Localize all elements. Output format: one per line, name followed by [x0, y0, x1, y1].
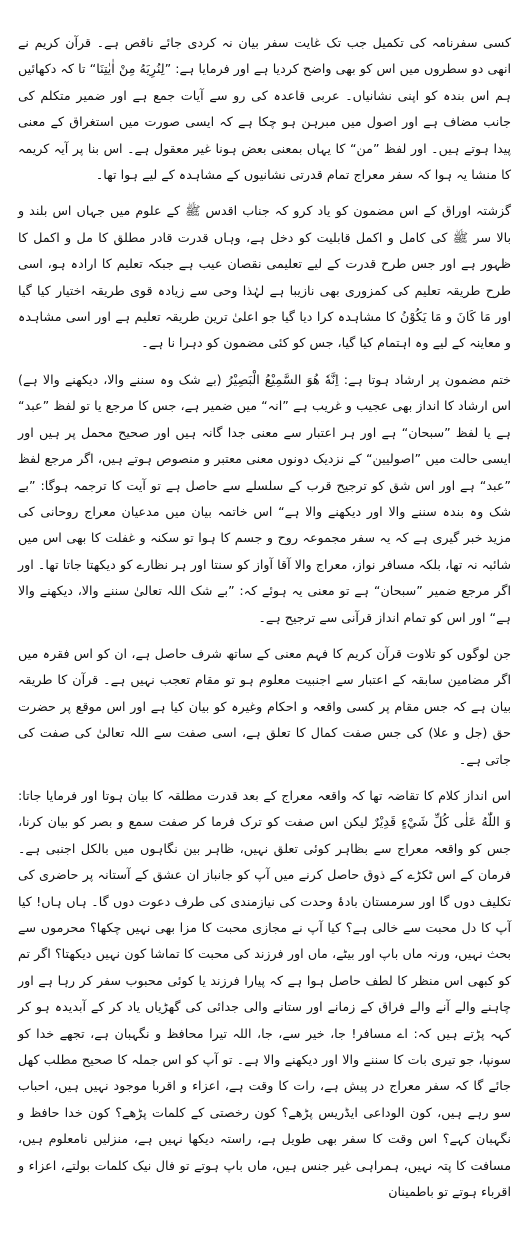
paragraph-quranic-style: جن لوگوں کو تلاوت قرآن کریم کا فہم معنی کے ساتھ شرف حاصل ہے، ان کو اس فقرہ میں اگر مضامین سابقہ کے اعتبار سے اجنبیت معلوم ہو تو مقام تعجب نہیں ہے۔ قرآن کا طریقہ بیان ہے کہ جس مقام پر کسی واقعہ و احکام وغیرہ کو بیان کیا ہے اور اس موقع پر حضرت حق (جل و علا) کی جس صفت کمال کا تعلق ہے، اسی صفت سے اللہ تعالیٰ کی صفت کی جاتی ہے۔ — [18, 645, 511, 767]
paragraph-farewell-analogy: اس انداز کلام کا تقاضہ تھا کہ واقعہ معراج کے بعد قدرت مطلقہ کا بیان ہوتا اور فرمایا جاتا: وَ اللّٰهُ عَلٰى كُلِّ شَيْءٍ قَدِيْرٌ لیکن اس صفت کو ترک فرما کر صفت سمع و بصر کو بیان کرنا، جس کو واقعہ معراج سے بظاہر کوئی تعلق نہیں، ظاہر بین نگاہوں میں بالکل اجنبی ہے۔ فرمان کے اس ٹکڑے کے ذوق حاصل کرنے میں آپ کو جانباز ان عشق کے آستانہ پر حاضری کی تکلیف دوں گا اور سرمستان بادۂ وحدت کی نیازمندی کی طرف دعوت دوں گا۔ ہاں ہاں! کیا آپ کا دل محبت سے خالی ہے؟ کیا آپ نے مجازی محبت کا مزا بھی نہیں چکھا؟ محرموں سے بحث نہیں، ورنہ ماں باپ اور بیٹے، ماں اور فرزند کی محبت کا تماشا کون نہیں دیکھتا؟ اگر تم کو کبھی اس منظر کا لطف حاصل ہوا ہے کہ پیارا فرزند یا کوئی محبوب سفر کر رہا ہے اور چاہنے والے آنے والے فراق کے زمانے اور ستانے والی جدائی کی گھڑیاں یاد کر کے آبدیدہ ہو کر کہہ پڑتے ہیں کہ: اے مسافر! جا، خیر سے، جا، اللہ تیرا محافظ و نگہبان ہے، تجھے خدا کو سونپا، جو تیری بات کا سننے والا اور دیکھنے والا ہے۔ تو آپ کو اس جملہ کا صحیح مطلب کھل جائے گا کہ سفر معراج در پیش ہے، رات کا وقت ہے، اعزاء و اقربا موجود نہیں ہیں، احباب سو رہے ہیں، کون الوداعی ایڈریس پڑھے؟ کون رخصتی کے کلمات پڑھے؟ کون خدا حافظ و نگہبان کہے؟ اس وقت کا سفر بھی طویل ہے، راستہ دیکھا نہیں ہے، منزلیں نامعلوم ہیں، مسافت کا پتہ نہیں، ہمراہی غیر جنس ہیں، ماں باپ ہوتے تو فال نیک کلمات بولتے، اعزاء و اقرباء ہوتے تو باطمینان — [18, 787, 511, 1200]
paragraph-purpose-of-journey: کسی سفرنامہ کی تکمیل جب تک غایت سفر بیان نہ کردی جائے ناقص ہے۔ قرآن کریم نے انھی دو سطروں میں اس کو بھی واضح کردیا ہے اور فرمایا ہے: ”لِنُرِيَهُ مِنْ اٰيٰتِنَا“ تا کہ دکھائیں ہم اس بندہ کو اپنی نشانیاں۔ عربی قاعدہ کی رو سے آیات جمع ہے اور ضمیر متکلم کی جانب مضاف ہے اور اصول میں مبرہن ہو چکا ہے کہ ایسی صورت میں استغراق کے معنی پیدا ہوتے ہیں۔ اور لفظ ”من“ کا یہاں بمعنی بعض ہونا غیر معقول ہے۔ اس بنا پر آیہ کریمہ کا منشا یہ ہوا کہ سفر معراج تمام قدرتی نشانیوں کے مشاہدہ کے لیے ہوا تھا۔ — [18, 35, 511, 183]
paragraph-knowledge-and-teaching: گزشتہ اوراق کے اس مضمون کو یاد کرو کہ جناب اقدس ﷺ کے علوم میں جہاں اس بلند و بالا سر ﷺ کی کامل و اکمل قابلیت کو دخل ہے، وہاں قدرت قادر مطلق کا مل و اکمل کا ظہور ہے اور جس طرح قدرت کے لیے تعلیمی نقصان عیب ہے جبکہ تعلیم کا ارادہ ہو، اسی طرح طریقہ تعلیم کی کمزوری بھی نازیبا ہے لہٰذا وحی سے زیادہ قوی طریقہ اختیار کیا گیا اور مَا کَانَ و مَا یَکُوْنُ کا مشاہدہ کرا دیا گیا جو اعلیٰ ترین طریقہ تعلیم ہے اور اسی مشاہدہ و معاینہ کے لیے وہ اہتمام کیا گیا، جس کو کئی مضمون کو دہرا نا ہے۔ — [18, 203, 511, 351]
paragraph-conclusion-verse: ختم مضمون پر ارشاد ہوتا ہے: اِنَّهٗ هُوَ السَّمِيْعُ الْبَصِيْرُ (بے شک وہ سننے والا، دیکھنے والا ہے) اس ارشاد کا انداز بھی عجیب و غریب ہے ”انہ“ میں ضمیر ہے، جس کا مرجع یا تو لفظ ”عبد“ ہے یا لفظ ”سبحان“ ہے اور ہر اعتبار سے معنی جدا گانہ ہیں اور صحیح محمل پر ہیں اور ایسی حالت میں ”اصولیین“ کے نزدیک دونوں معنی معتبر و منصوص ہوتے ہیں، اگر مرجع لفظ ”عبد“ ہے اور اس شق کو ترجیح قرب کے سلسلے سے حاصل ہے تو آیت کا ترجمہ ہوگا: ”بے شک وہ بندہ سننے والا اور دیکھنے والا ہے“ اس خاتمہ بیان میں مدعیان معراج روحانی کی مزید خبر گیری ہے کہ یہ سفر مجموعہ روح و جسم کا ہوا تو سکنہ و غفلت کا بھی اس میں شائبہ نہ تھا، بلکہ مسافر نواز، معراج والا آقا آواز کو سنتا اور ہر نظارے کو دیکھتا جاتا تھا۔ اور اگر مرجع ضمیر ”سبحان“ ہے تو معنی یہ ہوئے کہ: ”بے شک اللہ تعالیٰ سننے والا، دیکھنے والا ہے“ اور اس کو تمام انداز قرآنی سے ترجیح ہے۔ — [18, 371, 511, 625]
